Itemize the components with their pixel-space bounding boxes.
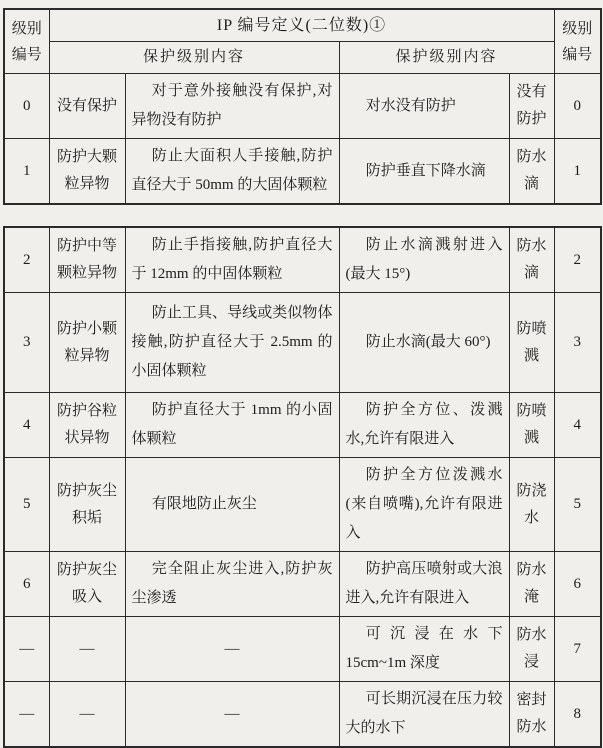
level-number-left: — xyxy=(4,617,49,682)
table-row xyxy=(4,393,601,458)
header-row-2 xyxy=(4,42,601,74)
water-protection-desc-cell: 对水没有防护 xyxy=(339,74,509,139)
header-level-number-left: 级别编号 xyxy=(4,9,49,74)
dust-protection-title-cell: 防护大颗粒异物 xyxy=(49,139,125,205)
dust-protection-title-cell: 防护中等颗粒异物 xyxy=(49,227,125,293)
dust-protection-title-cell: — xyxy=(49,617,125,682)
level-number-right: 5 xyxy=(554,458,601,552)
level-number-right: 4 xyxy=(554,393,601,458)
level-number-left: 3 xyxy=(4,293,49,393)
dust-protection-desc-cell: — xyxy=(125,617,339,682)
level-number-left: 1 xyxy=(4,139,49,205)
level-number-left: 5 xyxy=(4,458,49,552)
dust-protection-title-cell: 防护灰尘积垢 xyxy=(49,458,125,552)
dust-protection-title-cell: — xyxy=(49,682,125,748)
water-protection-desc-cell: 防止水滴溅射进入(最大 15°) xyxy=(339,227,509,293)
dust-protection-desc-cell: 防护直径大于 1mm 的小固体颗粒 xyxy=(125,393,339,458)
table-body-part2 xyxy=(4,227,601,747)
header-protection-content-right: 保护级别内容 xyxy=(339,42,554,74)
level-number-left: 4 xyxy=(4,393,49,458)
level-number-left: 0 xyxy=(4,74,49,139)
table-row xyxy=(4,293,601,393)
water-protection-title-cell: 防水滴 xyxy=(509,227,554,293)
header-ip-definition-title: IP 编号定义(二位数)① xyxy=(49,9,554,42)
level-number-right: 1 xyxy=(554,139,601,205)
water-protection-desc-cell: 防护高压喷射或大浪进入,允许有限进入 xyxy=(339,552,509,617)
level-number-right: 0 xyxy=(554,74,601,139)
dust-protection-desc-cell: 有限地防止灰尘 xyxy=(125,458,339,552)
level-number-right: 7 xyxy=(554,617,601,682)
table-header xyxy=(4,9,601,74)
dust-protection-desc-cell: 防止手指接触,防护直径大于 12mm 的中固体颗粒 xyxy=(125,227,339,293)
water-protection-title-cell: 防水滴 xyxy=(509,139,554,205)
table-body-part1 xyxy=(4,74,601,205)
dust-protection-title-cell: 没有保护 xyxy=(49,74,125,139)
table-row xyxy=(4,139,601,205)
ip-rating-table-part1 xyxy=(3,8,602,205)
level-number-right: 8 xyxy=(554,682,601,748)
table-row xyxy=(4,458,601,552)
dust-protection-title-cell: 防护谷粒状异物 xyxy=(49,393,125,458)
water-protection-title-cell: 防喷溅 xyxy=(509,293,554,393)
water-protection-desc-cell: 可沉浸在水下 15cm~1m 深度 xyxy=(339,617,509,682)
table-row xyxy=(4,682,601,748)
dust-protection-title-cell: 防护小颗粒异物 xyxy=(49,293,125,393)
water-protection-desc-cell: 防止水滴(最大 60°) xyxy=(339,293,509,393)
water-protection-title-cell: 防水淹 xyxy=(509,552,554,617)
water-protection-desc-cell: 防护垂直下降水滴 xyxy=(339,139,509,205)
table-row xyxy=(4,617,601,682)
header-level-number-right: 级别编号 xyxy=(554,9,601,74)
header-row-1 xyxy=(4,9,601,42)
table-row xyxy=(4,552,601,617)
header-protection-content-left: 保护级别内容 xyxy=(49,42,339,74)
water-protection-title-cell: 没有防护 xyxy=(509,74,554,139)
dust-protection-title-cell: 防护灰尘吸入 xyxy=(49,552,125,617)
water-protection-desc-cell: 防护全方位泼溅水(来自喷嘴),允许有限进入 xyxy=(339,458,509,552)
dust-protection-desc-cell: 防止工具、导线或类似物体接触,防护直径大于 2.5mm 的小固体颗粒 xyxy=(125,293,339,393)
water-protection-title-cell: 防喷溅 xyxy=(509,393,554,458)
dust-protection-desc-cell: 对于意外接触没有保护,对异物没有防护 xyxy=(125,74,339,139)
ip-rating-table-part2 xyxy=(3,226,602,748)
level-number-left: — xyxy=(4,682,49,748)
level-number-right: 2 xyxy=(554,227,601,293)
water-protection-title-cell: 防浇水 xyxy=(509,458,554,552)
level-number-left: 6 xyxy=(4,552,49,617)
dust-protection-desc-cell: — xyxy=(125,682,339,748)
table-row xyxy=(4,74,601,139)
level-number-right: 3 xyxy=(554,293,601,393)
water-protection-title-cell: 密封防水 xyxy=(509,682,554,748)
water-protection-desc-cell: 可长期沉浸在压力较大的水下 xyxy=(339,682,509,748)
water-protection-desc-cell: 防护全方位、泼溅水,允许有限进入 xyxy=(339,393,509,458)
water-protection-title-cell: 防水浸 xyxy=(509,617,554,682)
level-number-left: 2 xyxy=(4,227,49,293)
dust-protection-desc-cell: 防止大面积人手接触,防护直径大于 50mm 的大固体颗粒 xyxy=(125,139,339,205)
dust-protection-desc-cell: 完全阻止灰尘进入,防护灰尘渗透 xyxy=(125,552,339,617)
table-row xyxy=(4,227,601,293)
level-number-right: 6 xyxy=(554,552,601,617)
